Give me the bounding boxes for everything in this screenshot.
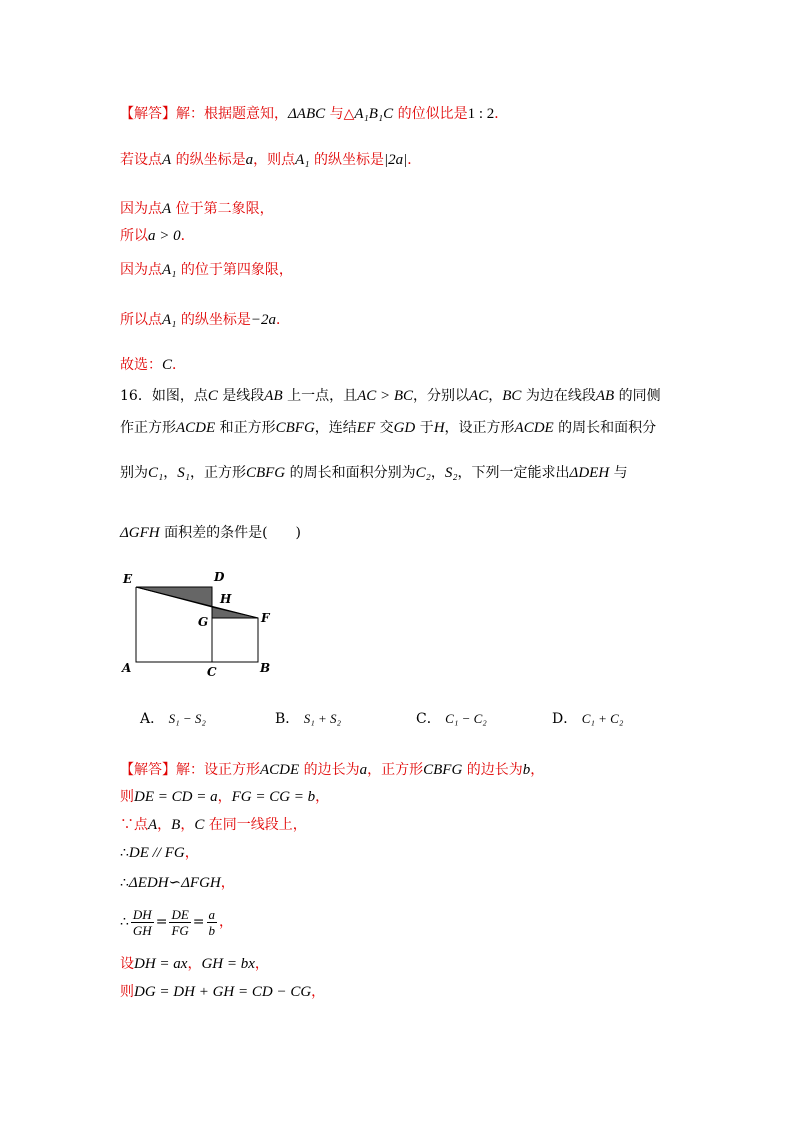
math: A [148, 817, 158, 833]
math: A₁ [295, 152, 310, 168]
label-a: A [122, 661, 132, 675]
choice-value: C₁ + C₂ [581, 711, 624, 726]
solution-line-8 [120, 982, 325, 1002]
math: A [162, 201, 172, 217]
text: ∴ [120, 875, 129, 891]
text: ， [488, 388, 503, 404]
label-c: C [207, 665, 217, 679]
text: ，正方形 [367, 762, 424, 778]
math: CBFG [423, 762, 463, 778]
math: a [359, 762, 368, 778]
math: AB [595, 388, 615, 404]
math: BC [502, 388, 522, 404]
text: ， [157, 817, 172, 833]
denominator: GH [132, 922, 152, 938]
text: 与 [609, 465, 628, 481]
math: S₁ [177, 465, 190, 481]
math: ACDE [514, 420, 554, 436]
text: ∵点 [120, 817, 148, 833]
text: ，设正方形 [444, 420, 515, 436]
text: ， [163, 465, 178, 481]
text: 位于第二象限， [171, 201, 274, 217]
text: 因为点 [120, 262, 162, 278]
text: 在同一线段上， [204, 817, 307, 833]
text: 交 [375, 420, 394, 436]
text: 的同侧 [614, 388, 661, 404]
text: 16．如图，点 [120, 388, 208, 404]
numerator: DH [132, 906, 152, 922]
answer-tag: 【解答】 [120, 106, 176, 122]
label-g: G [198, 615, 209, 629]
math: C [162, 357, 173, 373]
text: 是线段 [217, 388, 265, 404]
question-line-2 [120, 418, 656, 438]
choice-c[interactable] [416, 708, 487, 728]
text: 别为 [120, 465, 148, 481]
text: 和正方形 [215, 420, 276, 436]
text: ， [187, 956, 202, 972]
text: 因为点 [120, 201, 162, 217]
text: 所以点 [120, 312, 162, 328]
text: ， [311, 984, 326, 1000]
text: ． [407, 152, 422, 168]
text: ， [219, 914, 234, 930]
text: 作正方形 [120, 420, 176, 436]
solution-line-2 [120, 787, 329, 807]
text: 于 [415, 420, 434, 436]
text: ∴ [120, 914, 129, 930]
text: 面积差的条件是 [159, 525, 263, 541]
answer-line-5 [120, 260, 293, 280]
choice-label: B． [275, 711, 300, 727]
question-line-4 [120, 523, 301, 543]
choice-label: A． [140, 711, 165, 727]
math: A₁ [162, 312, 177, 328]
text: ， [430, 465, 445, 481]
math: AC > BC [357, 388, 414, 404]
text: ∴ [120, 845, 129, 861]
text: ，分别以 [413, 388, 470, 404]
text: 解：根据题意知， [176, 106, 288, 122]
text: ． [180, 228, 195, 244]
fraction [131, 907, 154, 938]
text: ， [217, 789, 232, 805]
text: 的周长和面积分别为 [285, 465, 416, 481]
label-f: F [261, 611, 270, 625]
label-d: D [214, 570, 225, 584]
choice-value: S₁ + S₂ [303, 711, 342, 726]
text: ( ) [262, 525, 302, 541]
text: 的边长为 [299, 762, 360, 778]
math: AB [264, 388, 283, 404]
square-cbfg [212, 618, 258, 662]
text: ． [275, 312, 290, 328]
math: CBFG [245, 465, 286, 481]
answer-line-7 [120, 355, 186, 375]
math: |2a| [383, 152, 408, 168]
math: DE = CD = a [134, 789, 218, 805]
math: GH = bx [201, 956, 255, 972]
math: DE // FG [128, 845, 185, 861]
solution-line-5 [120, 873, 235, 893]
answer-line-2 [120, 150, 421, 170]
text: 故选： [120, 357, 162, 373]
solution-line-6: ∴ $\frac{DH}{GH}$ = $\frac{DE}{FG}$ = $\frac{a}{b}$ ， [120, 906, 234, 938]
text: 若设点 [120, 152, 162, 168]
denominator: FG [171, 922, 189, 938]
math: ΔEDH∽ΔFGH [128, 875, 221, 891]
math: A₁ [162, 262, 177, 278]
text: 的位似比是 [393, 106, 468, 122]
choice-value: C₁ − C₂ [445, 711, 487, 726]
math: EF [356, 420, 376, 436]
text: ，连结 [314, 420, 357, 436]
math: ΔABC [288, 106, 326, 122]
text: 的位于第四象限， [176, 262, 293, 278]
choice-label: D． [552, 711, 578, 727]
fraction [207, 907, 218, 938]
choice-value: S₁ − S₂ [168, 711, 206, 726]
answer-line-1 [120, 104, 508, 124]
solution-line-7 [120, 954, 269, 974]
numerator: DE [171, 906, 189, 922]
math: b [522, 762, 531, 778]
text: ， [220, 875, 235, 891]
question-line-3 [120, 463, 628, 483]
math: FG = CG = b [231, 789, 316, 805]
math: ACDE [176, 420, 216, 436]
numerator: a [208, 906, 216, 922]
math: GD [393, 420, 416, 436]
text: 的纵坐标是 [309, 152, 384, 168]
denominator: b [208, 922, 216, 938]
math: 1 : 2 [467, 106, 495, 122]
choice-d[interactable] [552, 708, 623, 728]
text: ． [494, 106, 509, 122]
label-h: H [220, 592, 232, 606]
choice-label: C． [416, 711, 441, 727]
text: 为边在线段 [521, 388, 596, 404]
solution-line-1 [120, 760, 544, 780]
math: C₁ [148, 465, 164, 481]
math: A [162, 152, 172, 168]
math: C [194, 817, 205, 833]
text: 上一点，且 [282, 388, 358, 404]
math: S₂ [444, 465, 458, 481]
question-line-1 [120, 386, 661, 406]
text: 则 [120, 984, 134, 1000]
solution-line-3 [120, 815, 307, 835]
math: ΔGFH [120, 525, 160, 541]
answer-line-4 [120, 226, 195, 246]
text: ， [184, 845, 199, 861]
label-e: E [123, 572, 133, 586]
text: 的纵坐标是 [176, 312, 251, 328]
text: 则 [120, 789, 134, 805]
text: ，则点 [253, 152, 296, 168]
text: 所以 [120, 228, 148, 244]
math: H [433, 420, 445, 436]
text: 解：设正方形 [176, 762, 260, 778]
math: C [207, 388, 218, 404]
solution-tag: 【解答】 [120, 762, 176, 778]
text: 与△ [325, 106, 355, 122]
text: ，正方形 [189, 465, 246, 481]
math: AC [469, 388, 489, 404]
math: DH = ax [134, 956, 188, 972]
math: ACDE [260, 762, 300, 778]
figure-svg [118, 567, 278, 682]
fraction [169, 907, 190, 938]
answer-line-6 [120, 310, 290, 330]
text: 的边长为 [462, 762, 523, 778]
math: B [171, 817, 181, 833]
choice-a[interactable] [140, 708, 206, 728]
text: ， [180, 817, 195, 833]
text: ， [254, 956, 269, 972]
math: DG = DH + GH = CD − CG [134, 984, 312, 1000]
text: ， [530, 762, 545, 778]
text: 设 [120, 956, 134, 972]
text: 的纵坐标是 [171, 152, 246, 168]
text: 的周长和面积分 [553, 420, 657, 436]
math: C₂ [415, 465, 431, 481]
choice-b[interactable] [275, 708, 341, 728]
solution-line-4 [120, 843, 199, 863]
math: A₁B₁C [354, 106, 394, 122]
text: ，下列一定能求出 [457, 465, 570, 481]
label-b: B [260, 661, 271, 675]
geometry-figure [118, 567, 278, 682]
answer-line-3 [120, 199, 274, 219]
math: a [245, 152, 254, 168]
text: ， [315, 789, 330, 805]
math: a > 0 [148, 228, 181, 244]
math: −2a [250, 312, 276, 328]
math: ΔDEH [569, 465, 610, 481]
text: ． [172, 357, 187, 373]
math: CBFG [275, 420, 315, 436]
